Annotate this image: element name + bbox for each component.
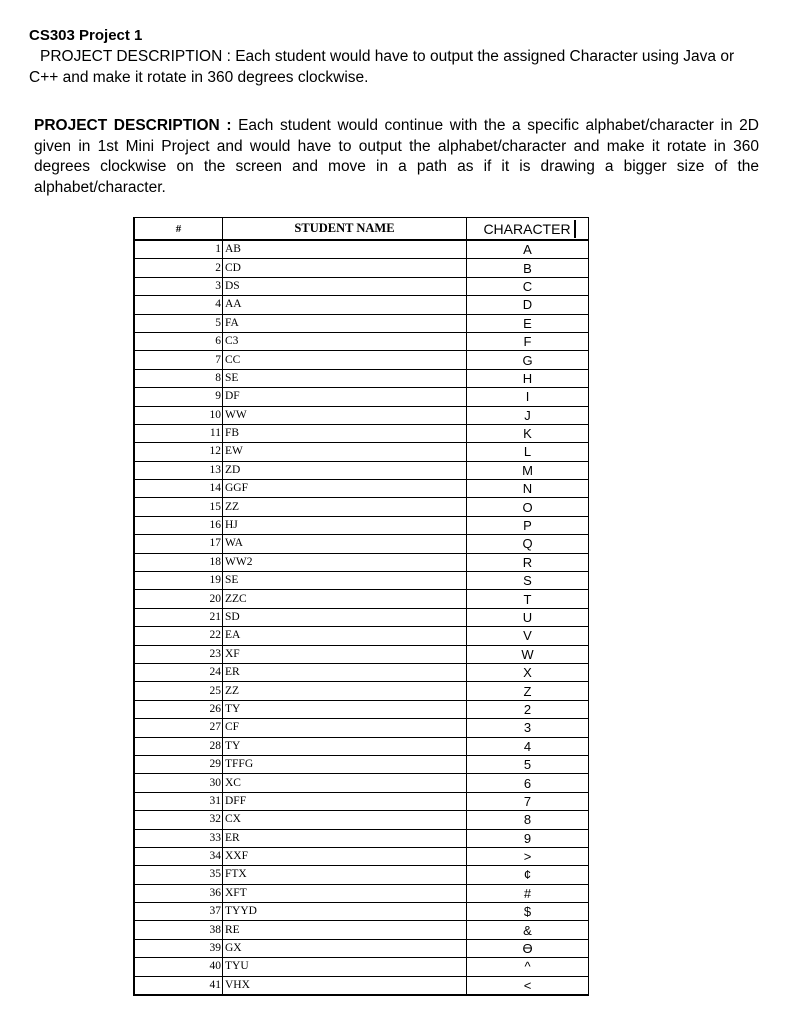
row-number: 1 [134,240,223,259]
student-name: FTX [223,866,467,884]
row-number: 13 [134,461,223,479]
assigned-character: J [467,406,589,424]
row-number: 10 [134,406,223,424]
table-row [134,792,589,810]
student-name: CD [223,259,467,277]
student-name: DF [223,388,467,406]
assigned-character: V [467,627,589,645]
assigned-character: 3 [467,719,589,737]
assigned-character: Z [467,682,589,700]
row-number: 40 [134,958,223,976]
table-body [134,240,589,995]
table-row [134,553,589,571]
assigned-character: ¢ [467,866,589,884]
table-row [134,719,589,737]
row-number: 27 [134,719,223,737]
project-description-1-text: PROJECT DESCRIPTION : Each student would have to output the assigned Character using Java or C++ and make it rotate in 360 degrees clockwise. [29,48,735,86]
assigned-character: G [467,351,589,369]
row-number: 34 [134,847,223,865]
assigned-character: > [467,847,589,865]
header-character-label: CHARACTER [479,220,575,238]
student-name: XC [223,774,467,792]
table-row [134,516,589,534]
student-name: SE [223,369,467,387]
table-row [134,663,589,681]
row-number: 29 [134,755,223,773]
student-name: FA [223,314,467,332]
row-number: 35 [134,866,223,884]
student-name: XXF [223,847,467,865]
student-name: TYU [223,958,467,976]
table-row [134,535,589,553]
row-number: 14 [134,480,223,498]
table-row [134,921,589,939]
student-name: SE [223,572,467,590]
table-row [134,682,589,700]
table-row [134,351,589,369]
row-number: 21 [134,608,223,626]
table-row [134,939,589,957]
table-row [134,774,589,792]
row-number: 15 [134,498,223,516]
assigned-character: 7 [467,792,589,810]
assigned-character: B [467,259,589,277]
table-row [134,369,589,387]
row-number: 18 [134,553,223,571]
table-row [134,388,589,406]
student-name: CX [223,811,467,829]
assigned-character: < [467,976,589,995]
assigned-character: W [467,645,589,663]
row-number: 32 [134,811,223,829]
assigned-character: E [467,314,589,332]
table-row [134,424,589,442]
table-row [134,645,589,663]
project-description-2-label: PROJECT DESCRIPTION : [34,117,232,134]
assigned-character: R [467,553,589,571]
assigned-character: X [467,663,589,681]
table-row [134,332,589,350]
table-row [134,958,589,976]
student-name: ER [223,663,467,681]
table-row [134,903,589,921]
table-row [134,461,589,479]
student-name: WW [223,406,467,424]
table-row [134,572,589,590]
student-name: TFFG [223,755,467,773]
student-name: ZZC [223,590,467,608]
assigned-character: H [467,369,589,387]
table-row [134,976,589,995]
row-number: 19 [134,572,223,590]
table-header-row [134,218,589,241]
assigned-character: 8 [467,811,589,829]
student-name: WA [223,535,467,553]
project-description-2-text: Each student would continue with the a specific alphabet/character in 2D given in 1st Mini Project and would have to output the alphabet/character and make it rotate in 360 degrees clockwise on the screen and move in a path as if it is drawing a bigger size of the alphabet/character. [34,117,760,196]
assigned-character: T [467,590,589,608]
header-character [467,218,589,241]
row-number: 8 [134,369,223,387]
table-row [134,498,589,516]
row-number: 7 [134,351,223,369]
row-number: 26 [134,700,223,718]
table-row [134,884,589,902]
row-number: 2 [134,259,223,277]
table-row [134,259,589,277]
project-description-1 [29,46,764,88]
row-number: 22 [134,627,223,645]
student-name: TY [223,700,467,718]
student-name: RE [223,921,467,939]
row-number: 25 [134,682,223,700]
table-row [134,590,589,608]
table-row [134,847,589,865]
header-student-name: STUDENT NAME [223,218,467,241]
student-name: DS [223,277,467,295]
table-row [134,314,589,332]
row-number: 11 [134,424,223,442]
row-number: 39 [134,939,223,957]
table-row [134,866,589,884]
student-name: ZD [223,461,467,479]
student-name: DFF [223,792,467,810]
table-row [134,829,589,847]
student-name: SD [223,608,467,626]
table-row [134,737,589,755]
header-number: # [134,218,223,241]
row-number: 3 [134,277,223,295]
assignment-table [133,217,589,996]
row-number: 4 [134,296,223,314]
assigned-character: N [467,480,589,498]
table-row [134,608,589,626]
student-name: ER [223,829,467,847]
student-name: XF [223,645,467,663]
row-number: 9 [134,388,223,406]
assigned-character: 6 [467,774,589,792]
table-row [134,700,589,718]
assigned-character: L [467,443,589,461]
row-number: 20 [134,590,223,608]
assigned-character: A [467,240,589,259]
row-number: 31 [134,792,223,810]
table-row [134,755,589,773]
student-name: C3 [223,332,467,350]
student-name: EA [223,627,467,645]
table-row [134,277,589,295]
student-name: CC [223,351,467,369]
student-name: EW [223,443,467,461]
row-number: 12 [134,443,223,461]
row-number: 33 [134,829,223,847]
assigned-character: 5 [467,755,589,773]
assigned-character: # [467,884,589,902]
table-row [134,811,589,829]
table-row [134,627,589,645]
table-row [134,240,589,259]
student-name: ZZ [223,498,467,516]
assigned-character: K [467,424,589,442]
assigned-character: ^ [467,958,589,976]
assigned-character: I [467,388,589,406]
student-name: FB [223,424,467,442]
row-number: 38 [134,921,223,939]
row-number: 17 [134,535,223,553]
assigned-character: & [467,921,589,939]
row-number: 36 [134,884,223,902]
row-number: 16 [134,516,223,534]
table-row [134,296,589,314]
page-title: CS303 Project 1 [29,27,143,44]
assigned-character: 4 [467,737,589,755]
table-row [134,406,589,424]
table-row [134,443,589,461]
assigned-character: U [467,608,589,626]
student-name: AA [223,296,467,314]
assigned-character: O [467,498,589,516]
student-name: HJ [223,516,467,534]
student-name: WW2 [223,553,467,571]
row-number: 28 [134,737,223,755]
student-name: TY [223,737,467,755]
student-name: TYYD [223,903,467,921]
assigned-character: 2 [467,700,589,718]
student-name: XFT [223,884,467,902]
row-number: 30 [134,774,223,792]
assigned-character: C [467,277,589,295]
row-number: 37 [134,903,223,921]
row-number: 41 [134,976,223,995]
student-name: CF [223,719,467,737]
assigned-character: S [467,572,589,590]
assigned-character: D [467,296,589,314]
row-number: 24 [134,663,223,681]
row-number: 23 [134,645,223,663]
student-name: GX [223,939,467,957]
assigned-character: 9 [467,829,589,847]
assigned-character: $ [467,903,589,921]
student-name: ZZ [223,682,467,700]
row-number: 5 [134,314,223,332]
assigned-character: P [467,516,589,534]
project-description-2 [34,116,759,198]
assigned-character: F [467,332,589,350]
student-name: AB [223,240,467,259]
assigned-character: M [467,461,589,479]
table-row [134,480,589,498]
row-number: 6 [134,332,223,350]
assigned-character: ϴ [467,939,589,957]
assigned-character: Q [467,535,589,553]
student-name: VHX [223,976,467,995]
student-name: GGF [223,480,467,498]
